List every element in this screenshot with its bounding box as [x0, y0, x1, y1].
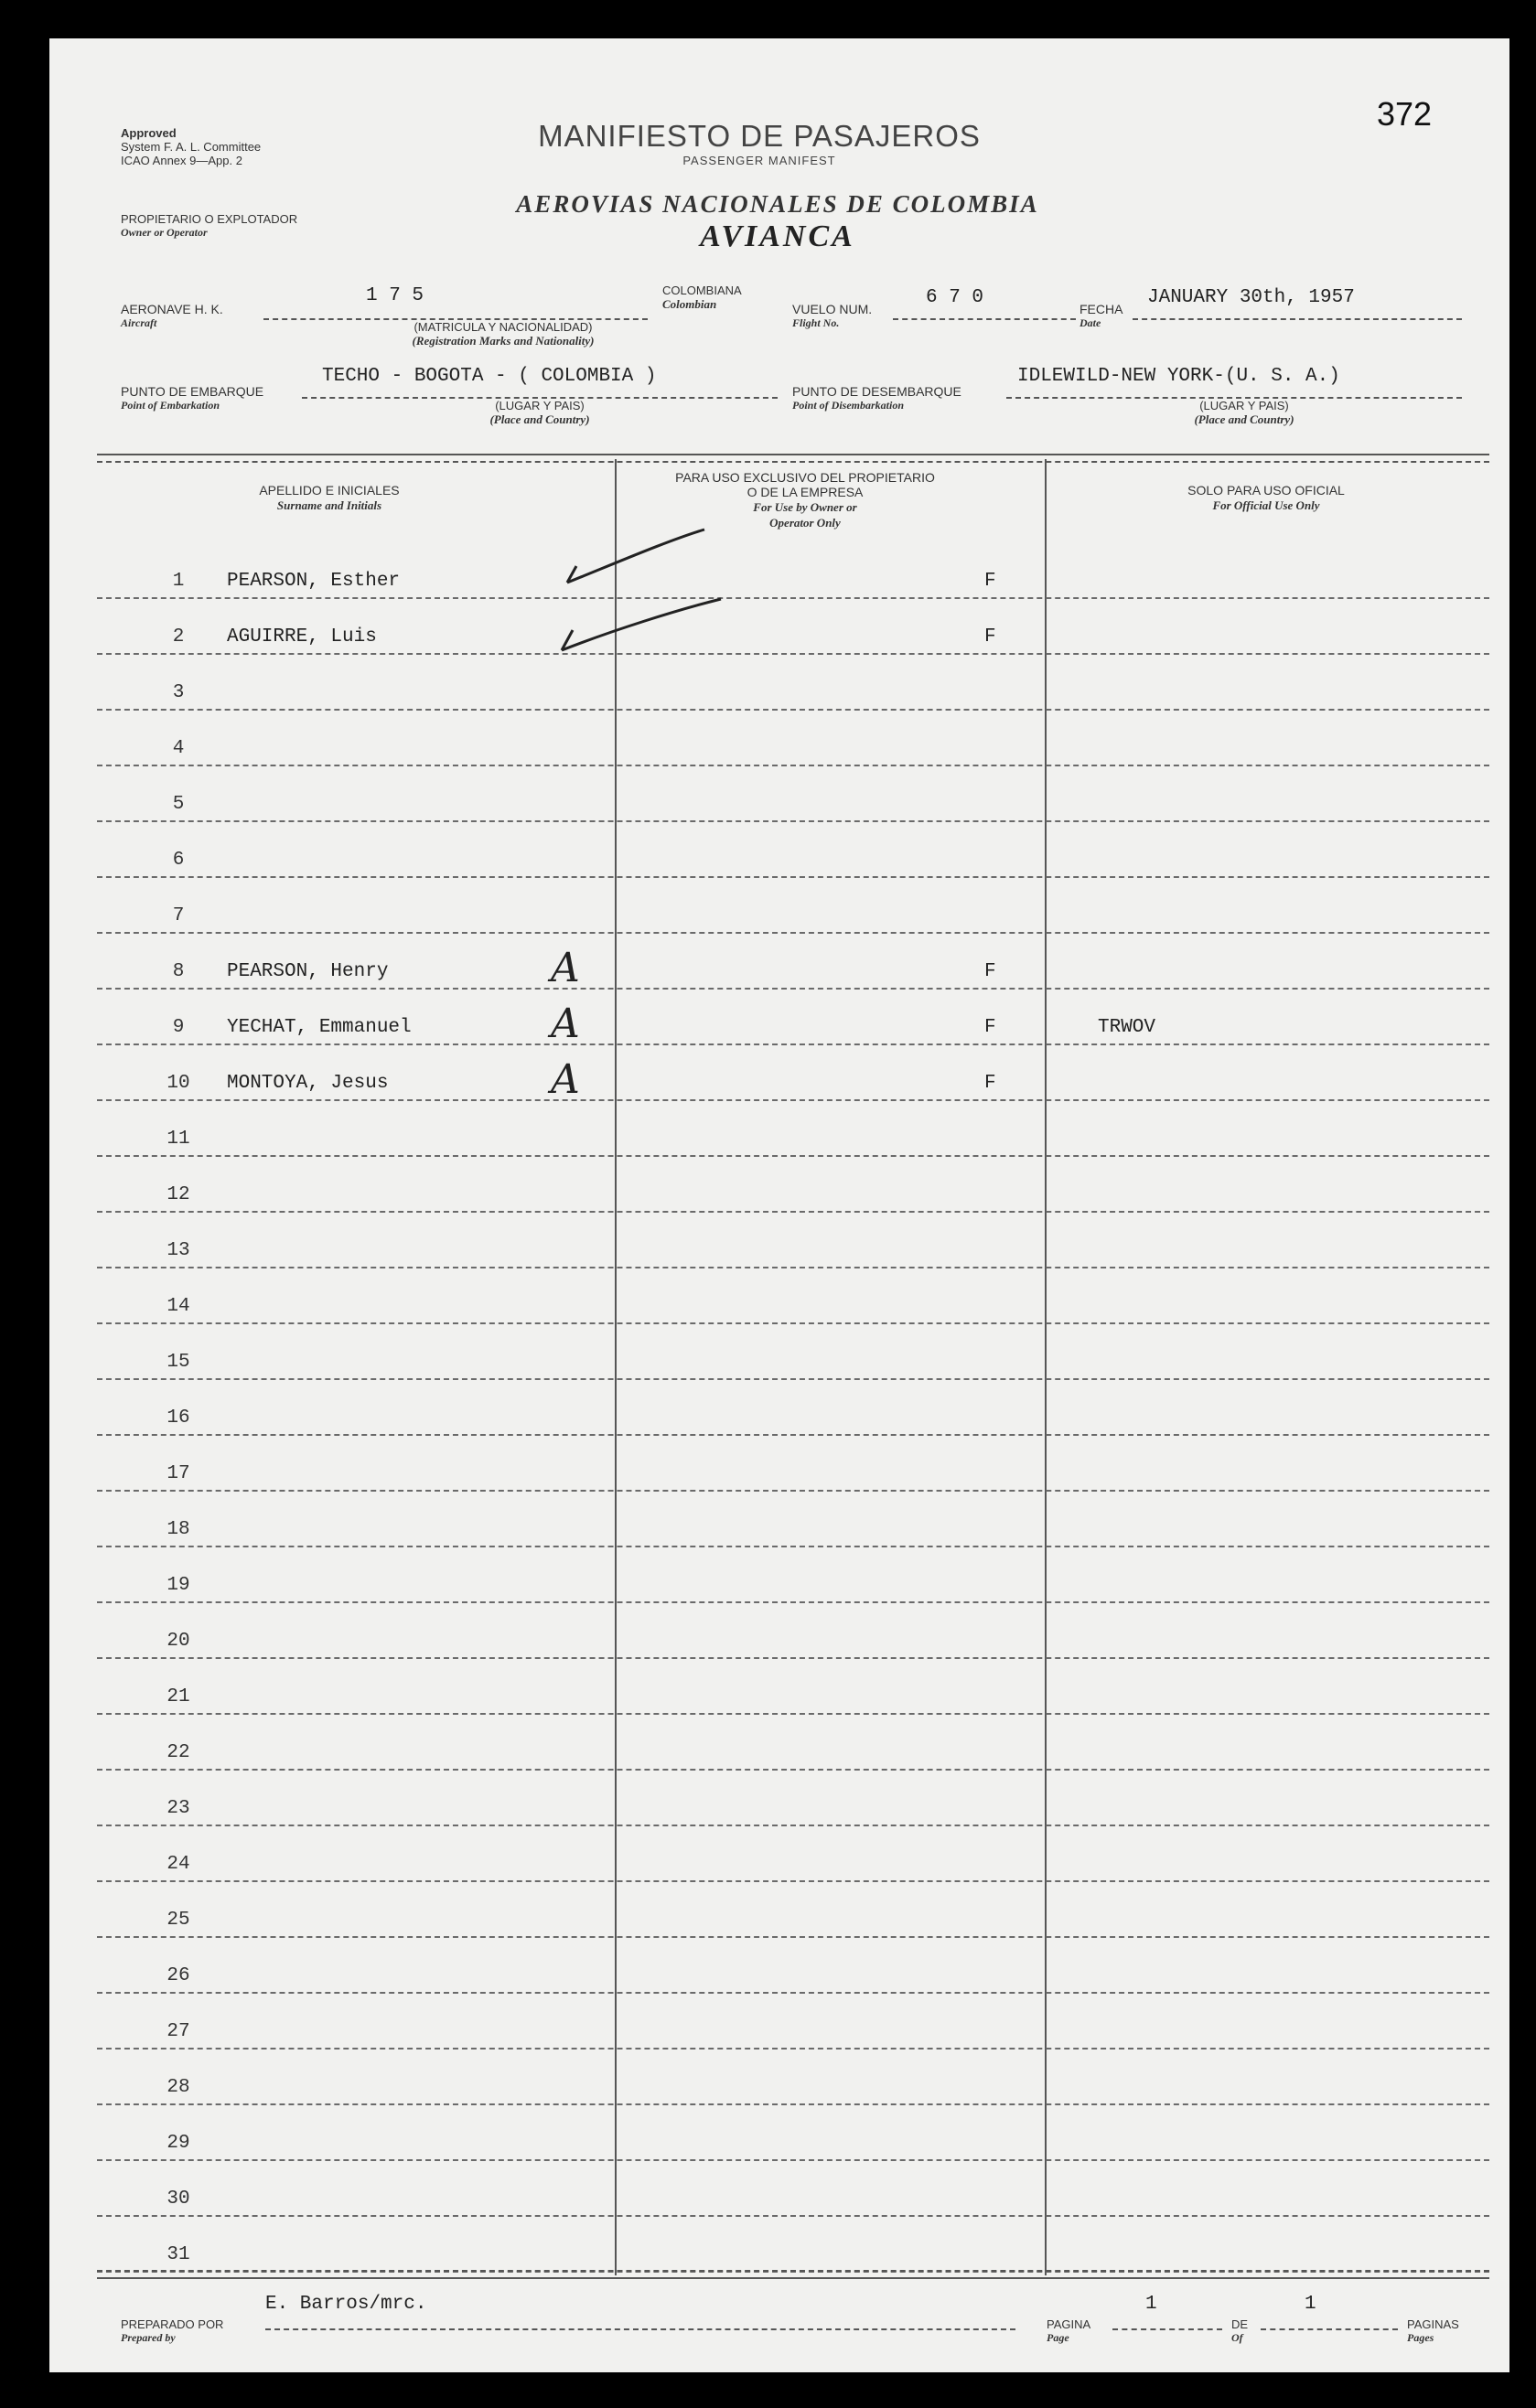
row-number: 25: [166, 1910, 190, 1931]
col2-en-1: For Use by Owner or: [753, 500, 857, 514]
page-label: [1047, 2317, 1090, 2345]
row-number: 20: [166, 1631, 190, 1652]
row-number: 26: [166, 1965, 190, 1986]
flight-label-en: Flight No.: [792, 316, 840, 329]
row-number: 6: [172, 850, 185, 871]
of-value: 1: [1305, 2294, 1316, 2315]
embarkation-sublabel-es: (LUGAR Y PAIS): [495, 399, 585, 412]
of-underline: [1261, 2328, 1398, 2330]
row-number: 19: [166, 1575, 190, 1596]
row-number: 13: [166, 1240, 190, 1261]
disembarkation-value: IDLEWILD-NEW YORK-(U. S. A.): [1017, 366, 1340, 387]
row-divider: [97, 1155, 1489, 1157]
handwritten-a-mark: A: [551, 1056, 580, 1103]
page-label-es: PAGINA: [1047, 2317, 1091, 2331]
date-underline: [1133, 318, 1462, 320]
row-divider: [97, 1601, 1489, 1603]
row-divider: [97, 1378, 1489, 1380]
official-use-code: TRWOV: [1098, 1017, 1156, 1038]
handwritten-a-mark: A: [551, 1001, 580, 1047]
row-number: 31: [166, 2244, 190, 2265]
table-bottom-rule: [97, 2270, 1489, 2279]
row-divider: [97, 709, 1489, 711]
row-number: 30: [166, 2189, 190, 2210]
table-top-rule: [97, 454, 1489, 463]
row-divider: [97, 597, 1489, 599]
row-number: 8: [172, 961, 185, 982]
row-number: 16: [166, 1407, 190, 1429]
aircraft-label-en: Aircraft: [121, 316, 157, 329]
page-label-en: Page: [1047, 2331, 1069, 2344]
page-underline: [1112, 2328, 1222, 2330]
page-value: 1: [1145, 2294, 1157, 2315]
row-number: 11: [166, 1129, 190, 1150]
flight-underline: [893, 318, 1076, 320]
owner-use-code: F: [984, 571, 996, 592]
row-divider: [97, 1880, 1489, 1882]
row-divider: [97, 1992, 1489, 1994]
embarkation-label: [121, 384, 263, 412]
nationality-en: Colombian: [662, 297, 717, 311]
disembarkation-label: [792, 384, 961, 412]
owner-use-code: F: [984, 1017, 996, 1038]
col3-en: For Official Use Only: [1212, 498, 1320, 512]
row-divider: [97, 1713, 1489, 1715]
approval-line-3: ICAO Annex 9—App. 2: [121, 154, 242, 167]
approval-line-2: System F. A. L. Committee: [121, 140, 262, 154]
row-divider: [97, 932, 1489, 934]
row-divider: [97, 1546, 1489, 1547]
date-label-es: FECHA: [1079, 302, 1123, 316]
row-number: 21: [166, 1686, 190, 1707]
row-divider: [97, 653, 1489, 655]
col2-es-2: O DE LA EMPRESA: [747, 485, 864, 499]
pages-label: [1407, 2317, 1459, 2345]
row-number: 14: [166, 1296, 190, 1317]
passenger-name: YECHAT, Emmanuel: [227, 1017, 412, 1038]
row-number: 28: [166, 2077, 190, 2098]
col1-en: Surname and Initials: [276, 498, 382, 512]
operator-name: AEROVIAS NACIONALES DE COLOMBIA: [516, 190, 1039, 218]
owner-use-code: F: [984, 626, 996, 647]
nationality-label: [662, 284, 742, 311]
handwritten-check-marks: [549, 517, 750, 672]
row-divider: [97, 820, 1489, 822]
row-divider: [97, 1099, 1489, 1101]
row-divider: [97, 1434, 1489, 1436]
col3-es: SOLO PARA USO OFICIAL: [1187, 483, 1345, 498]
row-number: 15: [166, 1352, 190, 1373]
row-divider: [97, 2159, 1489, 2161]
owner-label-es: PROPIETARIO O EXPLOTADOR: [121, 212, 298, 226]
manifest-sheet: [49, 38, 1509, 2372]
approval-block: [121, 126, 261, 167]
row-number: 3: [172, 682, 185, 703]
row-divider: [97, 765, 1489, 766]
embarkation-sublabel-en: (Place and Country): [489, 412, 590, 426]
aircraft-sublabel-en: (Registration Marks and Nationality): [412, 334, 595, 348]
pages-label-es: PAGINAS: [1407, 2317, 1459, 2331]
row-divider: [97, 876, 1489, 878]
column-divider-1: [615, 459, 617, 2275]
row-divider: [97, 2215, 1489, 2217]
owner-use-code: F: [984, 961, 996, 982]
prepared-label-es: PREPARADO POR: [121, 2317, 224, 2331]
row-divider: [97, 1267, 1489, 1268]
row-number: 2: [172, 626, 185, 647]
passenger-name: PEARSON, Esther: [227, 571, 401, 592]
handwritten-a-mark: A: [551, 945, 580, 991]
aircraft-sublabel: [348, 320, 659, 348]
page-number: 372: [1377, 95, 1433, 133]
prepared-label-en: Prepared by: [121, 2331, 176, 2344]
row-divider: [97, 1769, 1489, 1771]
owner-label-en: Owner or Operator: [121, 226, 208, 239]
pages-label-en: Pages: [1407, 2331, 1434, 2344]
row-number: 12: [166, 1184, 190, 1205]
col2-en-2: Operator Only: [769, 516, 841, 530]
column-header-surname: [183, 483, 476, 513]
date-label: [1079, 302, 1122, 330]
row-divider: [97, 1322, 1489, 1324]
row-divider: [97, 1490, 1489, 1492]
operator-brand: AVIANCA: [700, 219, 855, 253]
row-divider: [97, 988, 1489, 990]
owner-label: [121, 212, 297, 240]
row-divider: [97, 2103, 1489, 2105]
check-mark-icon: [567, 530, 704, 583]
column-header-official: [1047, 483, 1486, 513]
approval-line-1: Approved: [121, 126, 177, 140]
row-number: 27: [166, 2021, 190, 2042]
flight-value: 6 7 0: [926, 287, 984, 308]
row-divider: [97, 1211, 1489, 1213]
page-subtitle: PASSENGER MANIFEST: [682, 154, 836, 167]
row-number: 29: [166, 2133, 190, 2154]
disembarkation-sublabel-es: (LUGAR Y PAIS): [1199, 399, 1289, 412]
row-number: 24: [166, 1854, 190, 1875]
row-divider: [97, 1657, 1489, 1659]
embarkation-label-en: Point of Embarkation: [121, 399, 220, 412]
embarkation-sublabel: [403, 399, 677, 426]
check-mark-icon: [562, 599, 721, 650]
row-number: 23: [166, 1798, 190, 1819]
col1-es: APELLIDO E INICIALES: [259, 483, 400, 498]
passenger-name: AGUIRRE, Luis: [227, 626, 377, 647]
col2-es-1: PARA USO EXCLUSIVO DEL PROPIETARIO: [675, 470, 935, 485]
aircraft-label: [121, 302, 223, 330]
row-number: 4: [172, 738, 185, 759]
row-divider: [97, 1825, 1489, 1826]
row-number: 1: [172, 571, 185, 592]
row-divider: [97, 1043, 1489, 1045]
row-number: 7: [172, 905, 185, 926]
date-label-en: Date: [1079, 316, 1101, 329]
disembarkation-label-es: PUNTO DE DESEMBARQUE: [792, 384, 961, 399]
page-title: MANIFIESTO DE PASAJEROS: [538, 119, 981, 153]
aircraft-sublabel-es: (MATRICULA Y NACIONALIDAD): [414, 320, 593, 334]
date-value: JANUARY 30th, 1957: [1147, 287, 1355, 308]
disembarkation-label-en: Point of Disembarkation: [792, 399, 905, 412]
disembarkation-sublabel-en: (Place and Country): [1194, 412, 1294, 426]
aircraft-value: 1 7 5: [366, 285, 424, 306]
passenger-name: MONTOYA, Jesus: [227, 1073, 389, 1094]
owner-use-code: F: [984, 1073, 996, 1094]
of-label-es: DE: [1231, 2317, 1249, 2331]
aircraft-label-es: AERONAVE H. K.: [121, 302, 223, 316]
nationality-es: COLOMBIANA: [662, 284, 742, 297]
flight-label-es: VUELO NUM.: [792, 302, 873, 316]
passenger-name: PEARSON, Henry: [227, 961, 389, 982]
prepared-by-label: [121, 2317, 223, 2345]
row-number: 10: [166, 1073, 190, 1094]
flight-label: [792, 302, 872, 330]
row-number: 18: [166, 1519, 190, 1540]
row-divider: [97, 1936, 1489, 1938]
embarkation-value: TECHO - BOGOTA - ( COLOMBIA ): [322, 366, 657, 387]
of-label: [1231, 2317, 1248, 2345]
of-label-en: Of: [1231, 2331, 1243, 2344]
row-divider: [97, 2048, 1489, 2049]
row-number: 22: [166, 1742, 190, 1763]
prepared-underline: [265, 2328, 1015, 2330]
row-number: 17: [166, 1463, 190, 1484]
disembarkation-sublabel: [1125, 399, 1363, 426]
prepared-by-value: E. Barros/mrc.: [265, 2294, 427, 2315]
embarkation-label-es: PUNTO DE EMBARQUE: [121, 384, 264, 399]
row-number: 5: [172, 794, 185, 815]
column-divider-2: [1045, 459, 1047, 2275]
row-number: 9: [172, 1017, 185, 1038]
